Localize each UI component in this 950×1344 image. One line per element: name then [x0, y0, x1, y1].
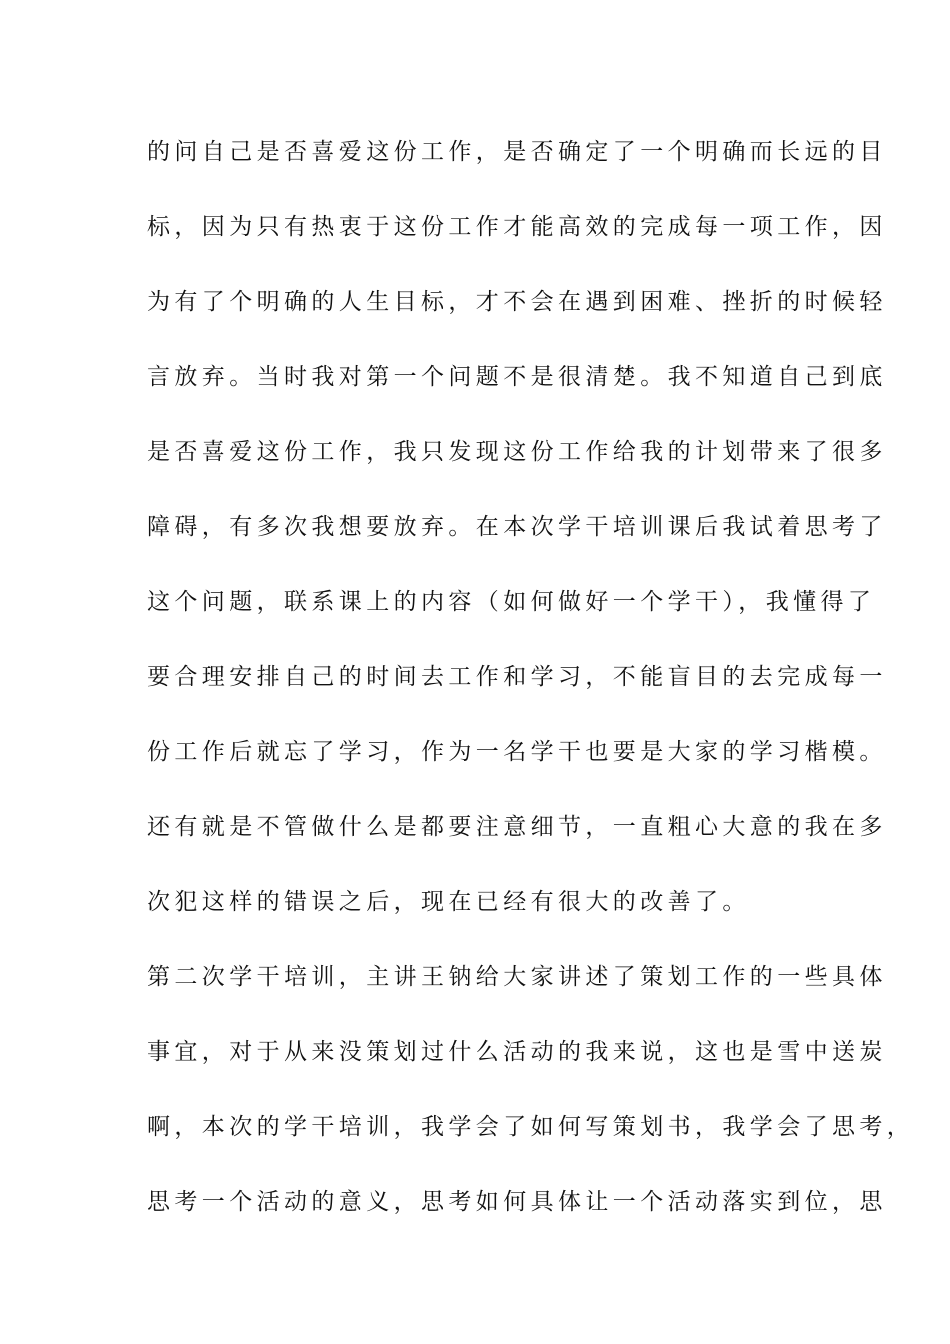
text-line: 啊，本次的学干培训，我学会了如何写策划书，我学会了思考，: [147, 1114, 915, 1140]
text-line: 为有了个明确的人生目标，才不会在遇到困难、挫折的时候轻: [147, 289, 887, 315]
text-line: 次犯这样的错误之后，现在已经有很大的改善了。: [147, 889, 750, 915]
text-line: 障碍，有多次我想要放弃。在本次学干培训课后我试着思考了: [147, 514, 887, 540]
text-line: 标，因为只有热衷于这份工作才能高效的完成每一项工作，因: [147, 214, 887, 240]
text-line: 事宜，对于从来没策划过什么活动的我来说，这也是雪中送炭: [147, 1039, 887, 1065]
text-line: 是否喜爱这份工作，我只发现这份工作给我的计划带来了很多: [147, 439, 887, 465]
text-line: 份工作后就忘了学习，作为一名学干也要是大家的学习楷模。: [147, 739, 887, 765]
text-line: 思考一个活动的意义，思考如何具体让一个活动落实到位，思: [147, 1189, 887, 1215]
text-line: 还有就是不管做什么是都要注意细节，一直粗心大意的我在多: [147, 814, 887, 840]
text-line: 言放弃。当时我对第一个问题不是很清楚。我不知道自己到底: [147, 364, 887, 390]
text-line: 要合理安排自己的时间去工作和学习，不能盲目的去完成每一: [147, 664, 887, 690]
text-line: 第二次学干培训，主讲王钠给大家讲述了策划工作的一些具体: [147, 964, 887, 990]
text-line: 的问自己是否喜爱这份工作，是否确定了一个明确而长远的目: [147, 139, 887, 165]
text-line: 这个问题，联系课上的内容（如何做好一个学干），我懂得了: [147, 589, 876, 615]
